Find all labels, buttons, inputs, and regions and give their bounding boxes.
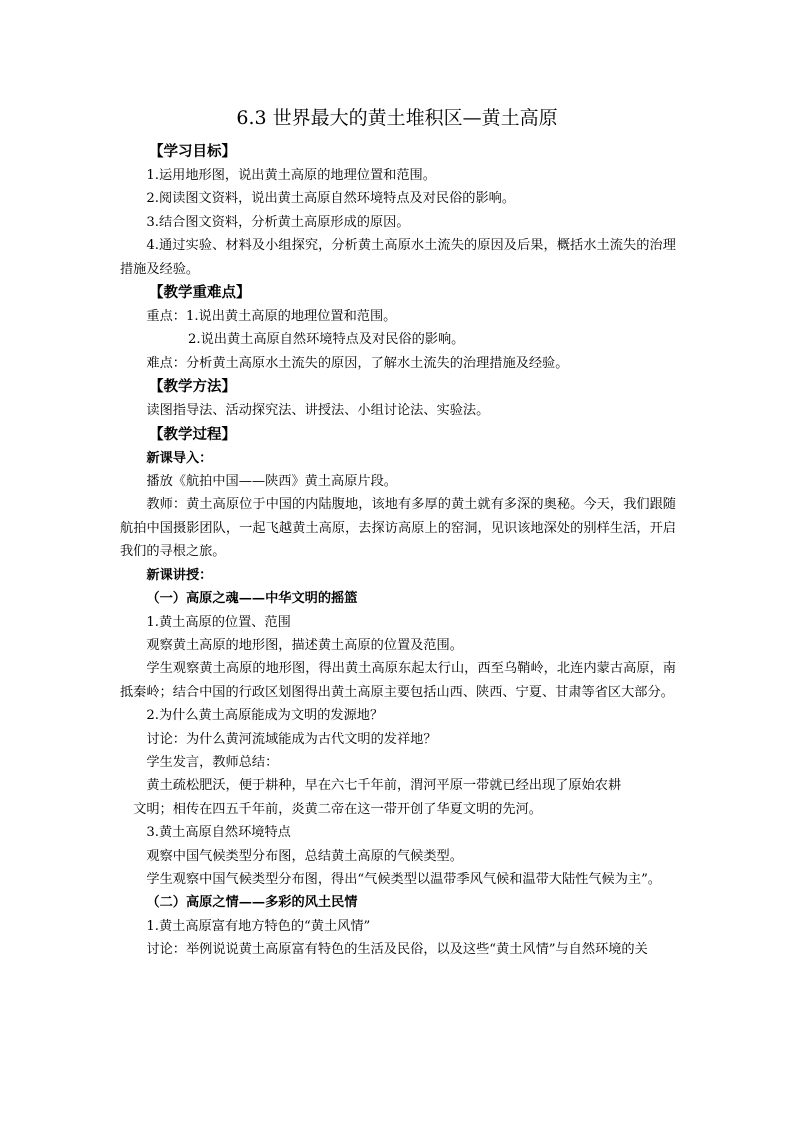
process-heading: 【教学过程】 <box>149 425 236 443</box>
paragraph: 学生观察中国气候类型分布图，得出“气候类型以温带季风气候和温带大陆性气候为主”。 <box>146 871 661 887</box>
paragraph: 黄土疏松肥沃，便于耕种，早在六七千年前，渭河平原一带就已经出现了原始农耕 <box>146 778 622 794</box>
part1-heading: （一）高原之魂——中华文明的摇篮 <box>146 591 358 607</box>
objective-item: 2.阅读图文资料，说出黄土高原自然环境特点及对民俗的影响。 <box>146 191 516 207</box>
key-point-line: 重点：1.说出黄土高原的地理位置和范围。 <box>146 309 397 325</box>
paragraph: 学生观察黄土高原的地形图，得出黄土高原东起太行山，西至乌鞘岭，北连内蒙古高原，南抵秦岭；结合中国的行政区划图得出黄土高原主要包括山西、陕西、宁夏、甘肃等省区大部分。 <box>120 661 676 700</box>
key-points-heading: 【教学重难点】 <box>149 284 251 302</box>
document-title: 6.3 世界最大的黄土堆积区—黄土高原 <box>236 107 558 129</box>
paragraph: 3.黄土高原自然环境特点 <box>146 825 291 841</box>
document-body <box>120 140 676 962</box>
objective-item: 3.结合图文资料，分析黄土高原形成的原因。 <box>146 214 410 230</box>
methods-heading: 【教学方法】 <box>149 378 236 396</box>
paragraph: 学生发言，教师总结： <box>146 754 279 770</box>
paragraph: 播放《航拍中国——陕西》黄土高原片段。 <box>146 474 397 490</box>
methods-text: 读图指导法、活动探究法、讲授法、小组讨论法、实验法。 <box>146 403 490 419</box>
part2-heading: （二）高原之情——多彩的风土民情 <box>146 895 358 911</box>
key-point-line: 2.说出黄土高原自然环境特点及对民俗的影响。 <box>188 332 465 348</box>
paragraph: 文明；相传在四五千年前，炎黄二帝在这一带开创了华夏文明的先河。 <box>133 801 542 817</box>
paragraph: 讨论：举例说说黄土高原富有特色的生活及民俗，以及这些“黄土风情”与自然环境的关 <box>146 942 648 958</box>
paragraph: 讨论：为什么黄河流域能成为古代文明的发祥地？ <box>146 731 437 747</box>
paragraph: 观察黄土高原的地形图，描述黄土高原的位置及范围。 <box>146 637 463 653</box>
paragraph: 教师：黄土高原位于中国的内陆腹地，该地有多厚的黄土就有多深的奥秘。今天，我们跟随航拍中国摄影团队，一起飞越黄土高原，去探访高原上的窑洞，见识该地深处的别样生活，开启我们的寻根之旅。 <box>120 497 676 560</box>
objective-item: 4.通过实验、材料及小组探究，分析黄土高原水土流失的原因及后果，概括水土流失的治理措施及经验。 <box>120 238 676 277</box>
new-lesson-heading: 新课讲授： <box>146 567 213 583</box>
paragraph: 2.为什么黄土高原能成为文明的发源地？ <box>146 708 384 724</box>
difficult-point: 难点：分析黄土高原水土流失的原因，了解水土流失的治理措施及经验。 <box>146 355 569 371</box>
intro-heading: 新课导入： <box>146 450 213 466</box>
objective-item: 1.运用地形图，说出黄土高原的地理位置和范围。 <box>146 168 436 183</box>
paragraph: 观察中国气候类型分布图，总结黄土高原的气候类型。 <box>146 848 463 864</box>
paragraph: 1.黄土高原富有地方特色的“黄土风情” <box>146 918 371 934</box>
objectives-heading: 【学习目标】 <box>149 143 236 160</box>
paragraph: 1.黄土高原的位置、范围 <box>146 614 291 630</box>
